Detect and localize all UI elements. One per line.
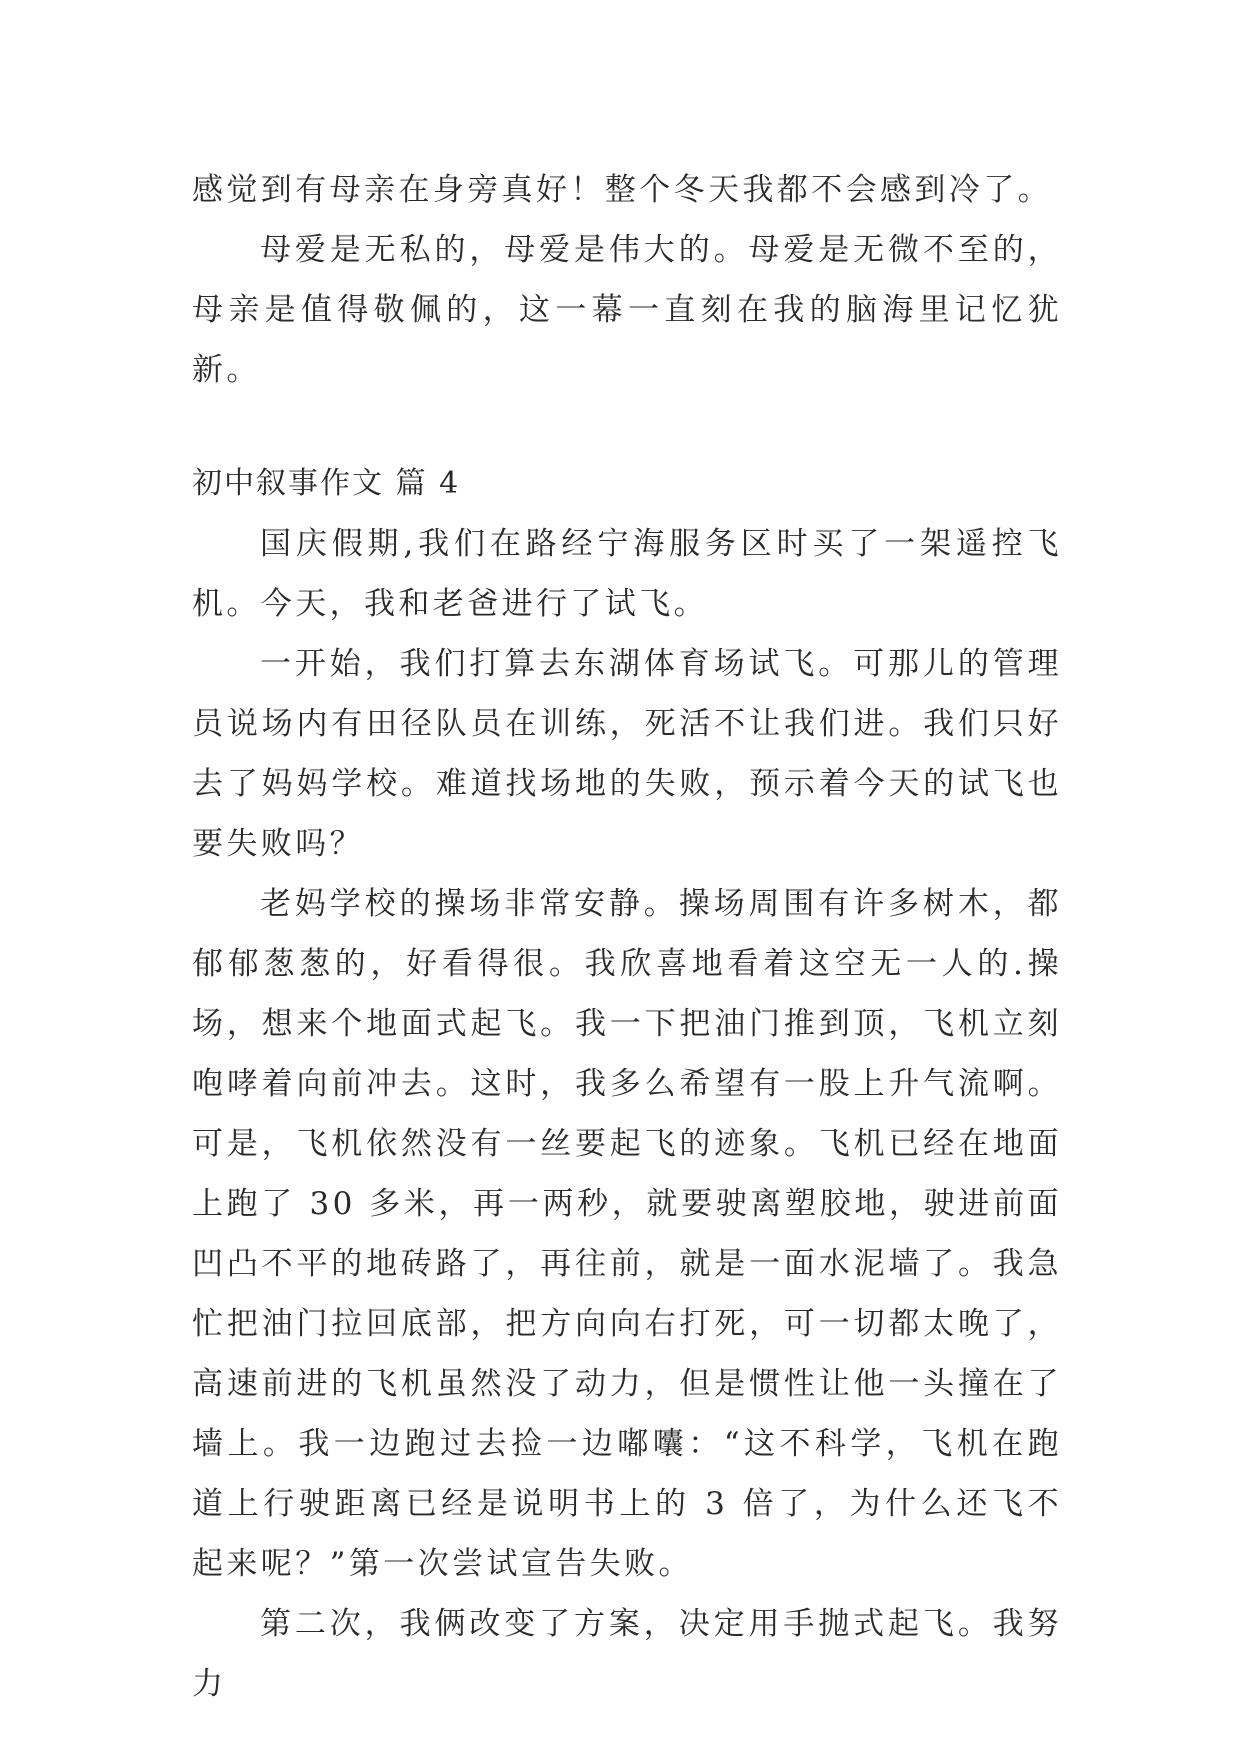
- document-body: [192, 160, 1062, 1714]
- paragraph: 老妈学校的操场非常安静。操场周围有许多树木，都郁郁葱葱的，好看得很。我欣喜地看着这空无一人的.操场，想来个地面式起飞。我一下把油门推到顶，飞机立刻咆哮着向前冲去。这时，我多么希望有一股上升气流啊。可是，飞机依然没有一丝要起飞的迹象。飞机已经在地面上跑了 30 多米，再一两秒，就要驶离塑胶地，驶进前面凹凸不平的地砖路了，再往前，就是一面水泥墙了。我急忙把油门拉回底部，把方向向右打死，可一切都太晚了，高速前进的飞机虽然没了动力，但是惯性让他一头撞在了墙上。我一边跑过去捡一边嘟囔：“这不科学，飞机在跑道上行驶距离已经是说明书上的 3 倍了，为什么还飞不起来呢？”第一次尝试宣告失败。: [192, 886, 1062, 1582]
- paragraph: 母爱是无私的，母爱是伟大的。母爱是无微不至的，母亲是值得敬佩的，这一幕一直刻在我的脑海里记忆犹新。: [192, 232, 1062, 388]
- paragraph: 一开始，我们打算去东湖体育场试飞。可那儿的管理员说场内有田径队员在训练，死活不让我们进。我们只好去了妈妈学校。难道找场地的失败，预示着今天的试飞也要失败吗？: [192, 646, 1062, 862]
- paragraph: 感觉到有母亲在身旁真好！整个冬天我都不会感到冷了。: [192, 172, 1052, 208]
- paragraph: 第二次，我俩改变了方案，决定用手抛式起飞。我努力: [192, 1606, 1062, 1702]
- paragraph: 国庆假期,我们在路经宁海服务区时买了一架遥控飞机。今天，我和老爸进行了试飞。: [192, 526, 1062, 622]
- section-heading: 初中叙事作文 篇 4: [192, 466, 461, 501]
